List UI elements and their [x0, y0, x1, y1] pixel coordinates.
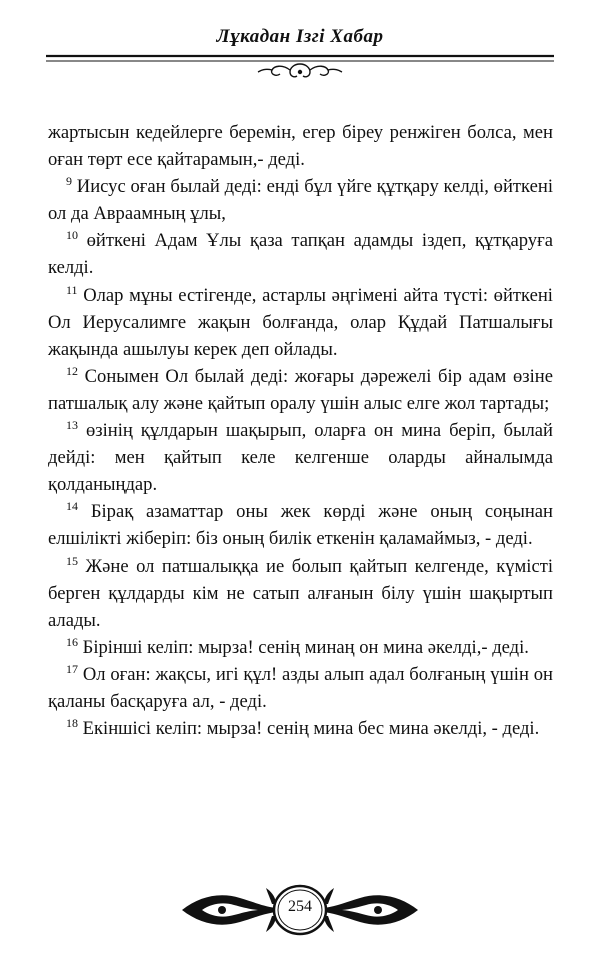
page-number: 254	[288, 898, 312, 915]
verse-text: Және ол патшалыққа ие болып қайтып келгенде, күмісті берген құлдарды кім не сатып алғанын білу үшін шақыртып алады.	[48, 555, 553, 631]
verse-number: 11	[66, 282, 78, 297]
verse-text: Бірақ азаматтар оны жек көрді және оның соңынан елшілікті жіберіп: біз оның билік еткенін қаламаймыз, - деді.	[48, 501, 553, 550]
paragraph-text: жартысын кедейлерге беремін, егер біреу ренжіген болса, мен оған төрт есе қайтарамын,- деді.	[48, 122, 553, 171]
verse-paragraph	[48, 553, 553, 634]
verse-number: 12	[66, 363, 78, 378]
verse-paragraph	[48, 173, 553, 227]
verse-paragraph	[48, 282, 553, 363]
scripture-text	[48, 119, 553, 742]
verse-text: Ол оған: жақсы, игі құл! азды алып адал болғаның үшін он қаланы басқаруға ал, - деді.	[48, 663, 554, 712]
verse-paragraph	[48, 634, 553, 661]
verse-text: Олар мұны естігенде, астарлы әңгімені айта түсті: өйткені Ол Иерусалимге жақын болғанда, олар Құдай Патшалығы жақында ашылуы керек деп ойлады.	[48, 284, 553, 360]
verse-paragraph	[48, 661, 553, 715]
verse-text: өзінің құлдарын шақырып, оларға он мина беріп, былай дейді: мен қайтып келе келгенше оларды айналымда қолданыңдар.	[48, 420, 553, 496]
verse-paragraph	[48, 417, 553, 498]
verse-number: 18	[66, 715, 78, 730]
continuation-paragraph	[48, 119, 553, 173]
verse-number: 9	[66, 174, 72, 188]
verse-paragraph	[48, 498, 553, 552]
header-ornamental-rule	[46, 52, 554, 82]
verse-text: Сонымен Ол былай деді: жоғары дәрежелі бір адам өзіне патшалық алу және қайтып оралу үшін алыс елге жол тартады;	[48, 365, 553, 414]
verse-text: Екіншісі келіп: мырза! сенің мина бес мина әкелді, - деді.	[82, 718, 540, 740]
verse-text: өйткені Адам Ұлы қаза тапқан адамды іздеп, құтқаруға келді.	[48, 230, 553, 279]
verse-number: 13	[66, 417, 78, 432]
running-header-title: Лұкадан Ізгі Хабар	[216, 26, 384, 47]
verse-paragraph	[48, 227, 553, 281]
verse-paragraph	[48, 363, 553, 417]
verse-text: Бірінші келіп: мырза! сенің минаң он мина әкелді,- деді.	[82, 636, 529, 658]
verse-number: 15	[66, 553, 78, 568]
verse-text: Иисус оған былай деді: енді бұл үйге құтқару келді, өйткені ол да Авраамның ұлы,	[48, 176, 553, 225]
verse-number: 17	[66, 661, 78, 676]
verse-number: 14	[66, 499, 78, 514]
verse-paragraph	[48, 715, 553, 742]
verse-number: 16	[66, 634, 78, 649]
verse-number: 10	[66, 228, 78, 243]
